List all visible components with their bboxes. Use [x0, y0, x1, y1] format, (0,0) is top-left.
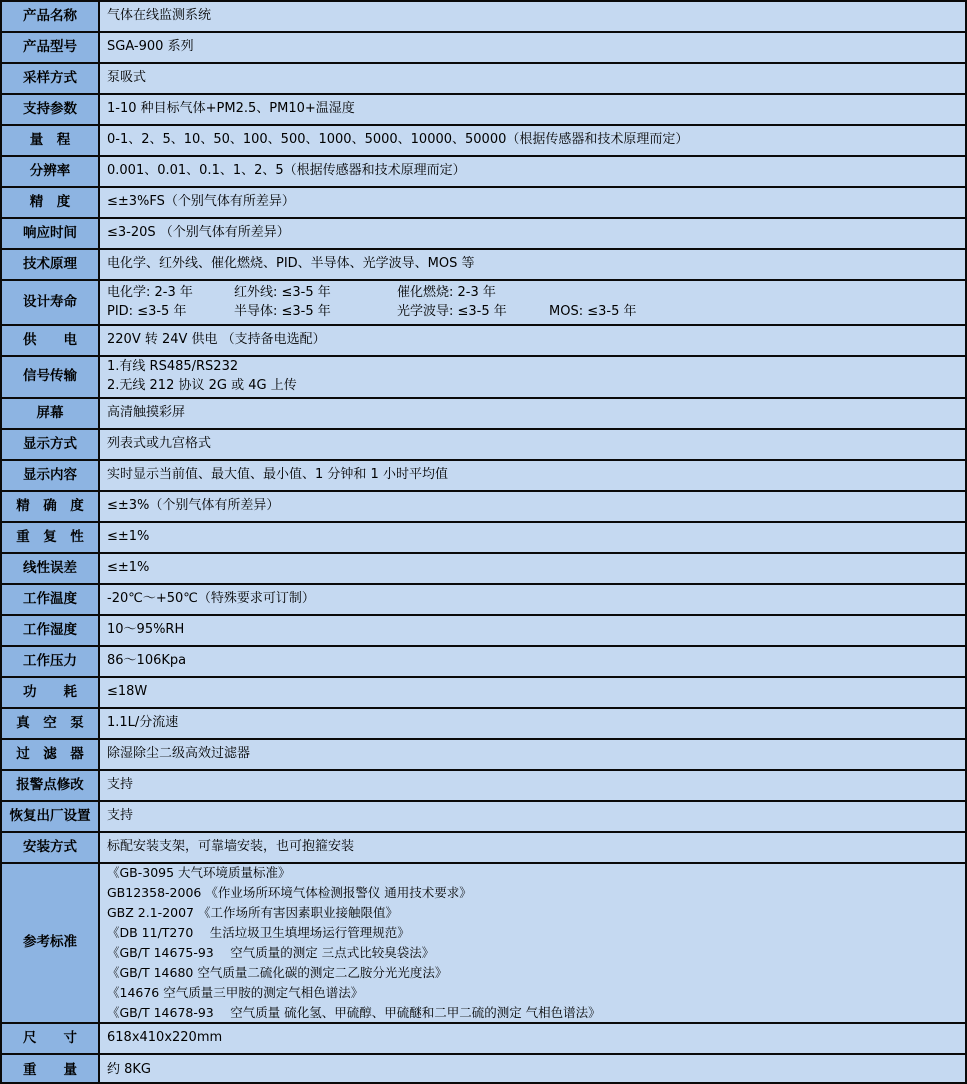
spec-label-weight: 重 量 — [2, 1055, 100, 1084]
spec-row-screen — [2, 399, 965, 430]
spec-value-display-mode: 列表式或九宫格式 — [100, 430, 965, 459]
spec-row-repeatability — [2, 523, 965, 554]
spec-label-product-model: 产品型号 — [2, 33, 100, 62]
spec-value-line: 《14676 空气质量三甲胺的测定气相色谱法》 — [107, 985, 364, 1000]
spec-label-filter: 过 滤 器 — [2, 740, 100, 769]
spec-row-operating-humidity — [2, 616, 965, 647]
spec-value-response-time: ≤3-20S （个别气体有所差异） — [100, 219, 965, 248]
spec-label-screen: 屏幕 — [2, 399, 100, 428]
spec-row-design-life — [2, 281, 965, 326]
spec-value-sampling-method: 泵吸式 — [100, 64, 965, 93]
spec-value-design-life — [100, 281, 965, 324]
spec-row-sampling-method — [2, 64, 965, 95]
spec-row-vacuum-pump — [2, 709, 965, 740]
spec-value-precision: ≤±3%（个别气体有所差异） — [100, 492, 965, 521]
spec-label-reference-standards: 参考标准 — [2, 864, 100, 1022]
spec-label-precision: 精 确 度 — [2, 492, 100, 521]
spec-row-operating-temperature — [2, 585, 965, 616]
spec-value-cell: 红外线: ≤3-5 年 — [234, 284, 331, 300]
spec-label-operating-pressure: 工作压力 — [2, 647, 100, 676]
spec-label-tech-principle: 技术原理 — [2, 250, 100, 279]
spec-value-operating-humidity: 10～95%RH — [100, 616, 965, 645]
spec-row-accuracy — [2, 188, 965, 219]
spec-label-product-name: 产品名称 — [2, 2, 100, 31]
spec-value-product-name: 气体在线监测系统 — [100, 2, 965, 31]
spec-row-linearity-error — [2, 554, 965, 585]
spec-row-response-time — [2, 219, 965, 250]
spec-value-line: GB12358-2006 《作业场所环境气体检测报警仪 通用技术要求》 — [107, 885, 472, 900]
spec-row-product-name — [2, 2, 965, 33]
spec-value-cell: PID: ≤3-5 年 — [107, 303, 187, 319]
spec-row-operating-pressure — [2, 647, 965, 678]
spec-label-factory-reset: 恢复出厂设置 — [2, 802, 100, 831]
spec-label-operating-temperature: 工作温度 — [2, 585, 100, 614]
spec-value-resolution: 0.001、0.01、0.1、1、2、5（根据传感器和技术原理而定） — [100, 157, 965, 186]
spec-row-product-model — [2, 33, 965, 64]
spec-row-filter — [2, 740, 965, 771]
spec-row-resolution — [2, 157, 965, 188]
spec-value-tech-principle: 电化学、红外线、催化燃烧、PID、半导体、光学波导、MOS 等 — [100, 250, 965, 279]
spec-label-power-consumption: 功 耗 — [2, 678, 100, 707]
spec-label-range: 量 程 — [2, 126, 100, 155]
spec-value-product-model: SGA-900 系列 — [100, 33, 965, 62]
spec-label-resolution: 分辨率 — [2, 157, 100, 186]
spec-row-display-mode — [2, 430, 965, 461]
spec-value-line: 《GB/T 14680 空气质量二硫化碳的测定二乙胺分光光度法》 — [107, 965, 448, 980]
spec-value-line: GBZ 2.1-2007 《工作场所有害因素职业接触限值》 — [107, 905, 398, 920]
spec-row-precision — [2, 492, 965, 523]
spec-value-line: 1.有线 RS485/RS232 — [107, 359, 239, 375]
spec-value-installation: 标配安装支架，可靠墙安装，也可抱箍安装 — [100, 833, 965, 862]
spec-value-screen: 高清触摸彩屏 — [100, 399, 965, 428]
spec-label-supported-params: 支持参数 — [2, 95, 100, 124]
spec-label-design-life: 设计寿命 — [2, 281, 100, 324]
spec-row-supported-params — [2, 95, 965, 126]
spec-row-display-content — [2, 461, 965, 492]
spec-value-line — [107, 284, 958, 303]
spec-row-tech-principle — [2, 250, 965, 281]
spec-label-alarm-point-modify: 报警点修改 — [2, 771, 100, 800]
spec-value-cell — [549, 284, 958, 303]
spec-row-installation — [2, 833, 965, 864]
spec-value-vacuum-pump: 1.1L/分流速 — [100, 709, 965, 738]
spec-value-cell: 电化学: 2-3 年 — [107, 284, 193, 300]
spec-value-supported-params: 1-10 种目标气体+PM2.5、PM10+温湿度 — [100, 95, 965, 124]
spec-value-filter: 除湿除尘二级高效过滤器 — [100, 740, 965, 769]
spec-value-signal-transmission — [100, 357, 965, 397]
spec-value-line — [107, 303, 958, 322]
spec-value-cell: 催化燃烧: 2-3 年 — [397, 284, 496, 300]
spec-row-range — [2, 126, 965, 157]
spec-row-weight — [2, 1055, 965, 1084]
spec-label-signal-transmission: 信号传输 — [2, 357, 100, 397]
spec-value-factory-reset: 支持 — [100, 802, 965, 831]
spec-value-alarm-point-modify: 支持 — [100, 771, 965, 800]
spec-value-range: 0-1、2、5、10、50、100、500、1000、5000、10000、50000（根据传感器和技术原理而定） — [100, 126, 965, 155]
spec-value-operating-pressure: 86～106Kpa — [100, 647, 965, 676]
spec-label-vacuum-pump: 真 空 泵 — [2, 709, 100, 738]
spec-value-accuracy: ≤±3%FS（个别气体有所差异） — [100, 188, 965, 217]
spec-value-reference-standards — [100, 864, 965, 1022]
spec-label-display-content: 显示内容 — [2, 461, 100, 490]
spec-value-line: 《GB/T 14678-93 空气质量 硫化氢、甲硫醇、甲硫醚和二甲二硫的测定 气相色谱法》 — [107, 1005, 601, 1020]
spec-row-signal-transmission — [2, 357, 965, 399]
spec-value-power-consumption: ≤18W — [100, 678, 965, 707]
spec-row-alarm-point-modify — [2, 771, 965, 802]
spec-value-cell: 光学波导: ≤3-5 年 — [397, 303, 507, 319]
spec-label-sampling-method: 采样方式 — [2, 64, 100, 93]
spec-row-dimensions — [2, 1024, 965, 1055]
spec-value-power-supply: 220V 转 24V 供电 （支持备电选配） — [100, 326, 965, 355]
spec-value-line: 《GB-3095 大气环境质量标准》 — [107, 865, 291, 880]
spec-label-display-mode: 显示方式 — [2, 430, 100, 459]
spec-row-factory-reset — [2, 802, 965, 833]
spec-value-cell: 半导体: ≤3-5 年 — [234, 303, 331, 319]
spec-value-repeatability: ≤±1% — [100, 523, 965, 552]
spec-label-linearity-error: 线性误差 — [2, 554, 100, 583]
spec-value-weight: 约 8KG — [100, 1055, 965, 1084]
spec-value-line: 2.无线 212 协议 2G 或 4G 上传 — [107, 378, 297, 393]
spec-value-line: 《GB/T 14675-93 空气质量的测定 三点式比较臭袋法》 — [107, 945, 435, 960]
spec-value-dimensions: 618x410x220mm — [100, 1024, 965, 1053]
spec-label-response-time: 响应时间 — [2, 219, 100, 248]
spec-value-operating-temperature: -20℃～+50℃（特殊要求可订制） — [100, 585, 965, 614]
spec-label-accuracy: 精 度 — [2, 188, 100, 217]
spec-label-operating-humidity: 工作湿度 — [2, 616, 100, 645]
spec-label-repeatability: 重 复 性 — [2, 523, 100, 552]
spec-label-power-supply: 供 电 — [2, 326, 100, 355]
spec-value-linearity-error: ≤±1% — [100, 554, 965, 583]
spec-value-cell: MOS: ≤3-5 年 — [549, 303, 637, 319]
spec-value-display-content: 实时显示当前值、最大值、最小值、1 分钟和 1 小时平均值 — [100, 461, 965, 490]
spec-row-power-consumption — [2, 678, 965, 709]
spec-row-reference-standards — [2, 864, 965, 1024]
spec-row-power-supply — [2, 326, 965, 357]
spec-label-installation: 安装方式 — [2, 833, 100, 862]
spec-value-line: 《DB 11/T270 生活垃圾卫生填埋场运行管理规范》 — [107, 925, 410, 940]
spec-label-dimensions: 尺 寸 — [2, 1024, 100, 1053]
